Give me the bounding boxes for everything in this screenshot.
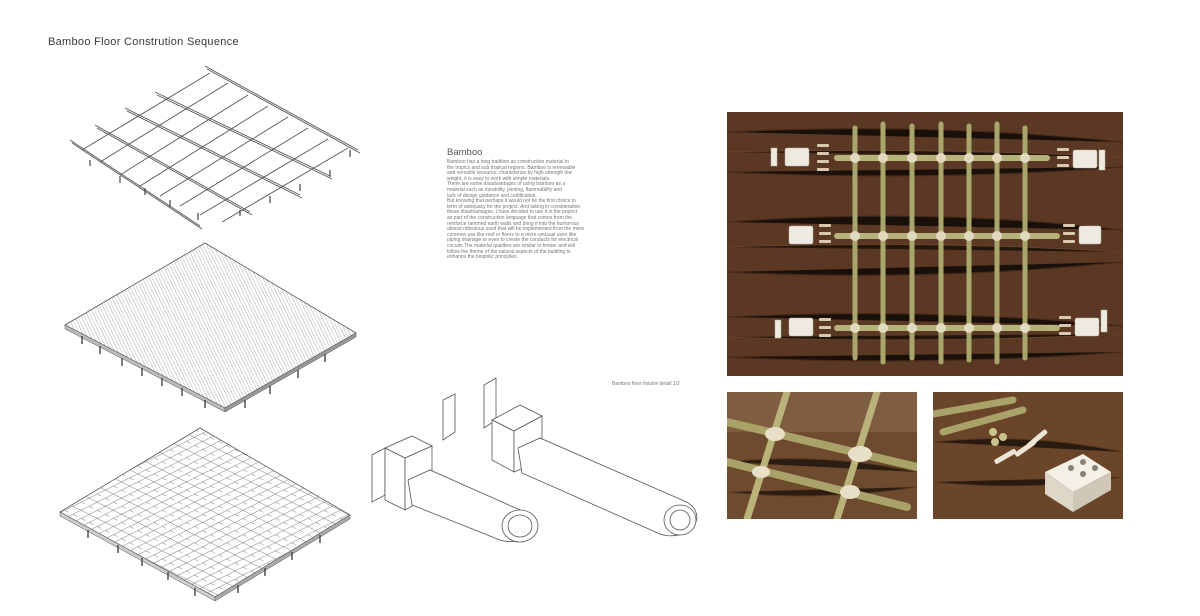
fixture-detail-drawing [372, 378, 697, 542]
frame-grid-axonometric [70, 66, 360, 229]
bamboo-description [447, 147, 597, 261]
bamboo-grid-photo [727, 112, 1123, 376]
detail-caption: Bamboo floor fixtutre detail 1/2 [612, 381, 680, 387]
decking-axonometric [65, 243, 356, 412]
lashed-joint-photo [727, 392, 917, 519]
page-title: Bamboo Floor Constrution Sequence [48, 36, 239, 48]
description-heading: Bamboo [447, 147, 483, 158]
connector-block-photo [933, 392, 1123, 519]
description-body: Bamboo has a long tradition as construction material in the tropics and sub tropical regions. Bamboo is renewable and versatile resource, characterize by high strength low weight, it is easy to work with simple materials. There are some disadvantages of using bamboo as a material such as durability, jointing, flammability and lack of design guidance and codification. But knowing that perhaps it would not be the first choice in term of adequacy for the project. And taking in consideration these disadvantages, I have decided to use it in the project as part of the construction language that comes from the reinforce rammed earth walls and bring it into the humorous almost ridiculous used that will be implemented from the more common use like roof or floors to a more unusual uses like piping drainage or even to create the conducts for electrical circuits.The material qualities are similar to timber and will follow the theme of the natural aspects of the building to enhance the biophilic principles. [447, 159, 585, 261]
tiled-floor-axonometric [60, 428, 350, 601]
